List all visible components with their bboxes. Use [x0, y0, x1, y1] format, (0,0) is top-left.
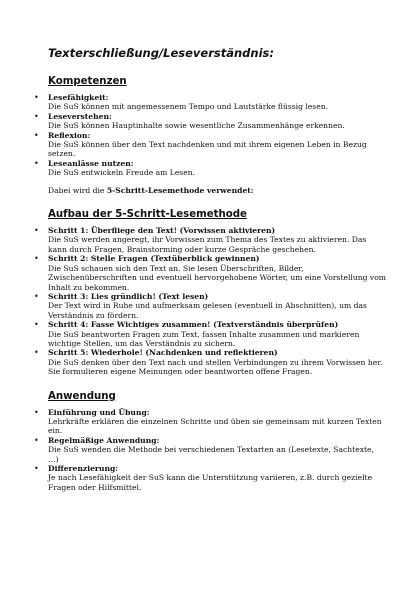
- bullet-icon: •: [34, 93, 39, 102]
- list-item-label: Differenzierung:: [48, 464, 119, 473]
- bullet-icon: •: [34, 435, 39, 445]
- list-item-label: Regelmäßige Anwendung:: [48, 435, 160, 445]
- list-item-text: Die SuS denken über den Text nach und stellen Verbindungen zu ihrem Vorwissen her. Sie formulieren eigene Meinungen oder beantworten offene Fragen.: [48, 357, 383, 377]
- list-item-text: Die SuS schauen sich den Text an. Sie lesen Überschriften, Bilder, Zwischenüberschriften und eventuell hervorgehobene Wörter, um eine Vorstellung vom Inhalt zu bekommen.: [48, 263, 386, 292]
- document-title: Texterschließung/Leseverständnis:: [48, 46, 274, 60]
- list-item: [34, 348, 386, 376]
- bullet-icon: •: [34, 226, 39, 236]
- list-item-label: Schritt 5: Wiederhole! (Nachdenken und reflektieren): [48, 348, 278, 358]
- section-heading-aufbau: Aufbau der 5-Schritt-Lesemethode: [48, 209, 247, 221]
- list-item-label: Leseverstehen:: [48, 111, 112, 121]
- list-item-text: Je nach Lesefähigkeit der SuS kann die Unterstützung variieren, z.B. durch gezielte Fragen oder Hilfsmittel.: [48, 473, 373, 492]
- list-item: [34, 131, 386, 159]
- list-item-label: Lesefähigkeit:: [48, 93, 109, 102]
- method-name-text: 5-Schritt-Lesemethode verwendet:: [106, 185, 254, 195]
- list-item: [34, 436, 386, 464]
- list-item: [34, 292, 386, 320]
- section-heading-anwendung: Anwendung: [48, 390, 116, 402]
- bullet-icon: •: [34, 291, 39, 301]
- list-item-text: Der Text wird in Ruhe und aufmerksam gelesen (eventuell in Abschnitten), um das Verständnis zu fördern.: [48, 301, 367, 320]
- list-item-label: Leseanlässe nutzen:: [48, 158, 134, 168]
- method-intro-paragraph: [48, 186, 386, 195]
- bullet-icon: •: [34, 111, 39, 121]
- bullet-icon: •: [34, 158, 39, 168]
- list-item-text: Die SuS entwickeln Freude am Lesen.: [48, 168, 196, 178]
- list-item: [34, 159, 386, 178]
- bullet-icon: •: [34, 348, 39, 358]
- list-item-text: Lehrkräfte erklären die einzelnen Schritte und üben sie gemeinsam mit kurzen Texten ein.: [48, 416, 382, 436]
- list-item: [34, 408, 386, 436]
- bullet-icon: •: [34, 130, 39, 140]
- list-item-label: Schritt 3: Lies gründlich! (Text lesen): [48, 291, 209, 301]
- kompetenzen-list: [34, 93, 386, 178]
- document-content: [34, 46, 386, 492]
- list-item-label: Reflexion:: [48, 130, 91, 140]
- list-item-text: Die SuS beantworten Fragen zum Text, fassen Inhalte zusammen und markieren wichtige Stellen, um das Verständnis zu sichern.: [48, 329, 360, 348]
- section-heading-kompetenzen: Kompetenzen: [48, 76, 127, 87]
- list-item: [34, 93, 386, 112]
- list-item-text: Die SuS können über den Text nachdenken und mit ihrem eigenen Leben in Bezug setzen.: [48, 140, 367, 159]
- aufbau-list: [34, 226, 386, 377]
- bullet-icon: •: [34, 407, 39, 417]
- list-item-label: Schritt 2: Stelle Fragen (Textüberblick gewinnen): [48, 254, 260, 264]
- method-intro-text: Dabei wird die: [48, 185, 107, 195]
- list-item: [34, 254, 386, 292]
- spacer: [34, 178, 386, 186]
- list-item: [34, 320, 386, 348]
- list-item-label: Schritt 1: Überfliege den Text! (Vorwissen aktivieren): [48, 226, 276, 236]
- list-item-text: Die SuS können Hauptinhalte sowie wesentliche Zusammenhänge erkennen.: [48, 121, 345, 131]
- bullet-icon: •: [34, 464, 39, 473]
- list-item-text: Die SuS können mit angemessenem Tempo und Lautstärke flüssig lesen.: [48, 102, 329, 112]
- list-item: [34, 112, 386, 131]
- list-item: [34, 226, 386, 254]
- list-item: [34, 464, 386, 492]
- list-item-text: Die SuS wenden die Methode bei verschiedenen Textarten an (Lesetexte, Sachtexte, …): [48, 445, 374, 464]
- bullet-icon: •: [34, 320, 39, 330]
- list-item-label: Schritt 4: Fasse Wichtiges zusammen! (Textverständnis überprüfen): [48, 320, 339, 330]
- list-item-label: Einführung und Übung:: [48, 407, 150, 417]
- list-item-text: Die SuS werden angeregt, ihr Vorwissen zum Thema des Textes zu aktivieren. Das kann durch Fragen, Brainstorming oder kurze Gespräche geschehen.: [48, 235, 367, 254]
- bullet-icon: •: [34, 254, 39, 264]
- anwendung-list: [34, 408, 386, 493]
- spacer: [34, 377, 386, 391]
